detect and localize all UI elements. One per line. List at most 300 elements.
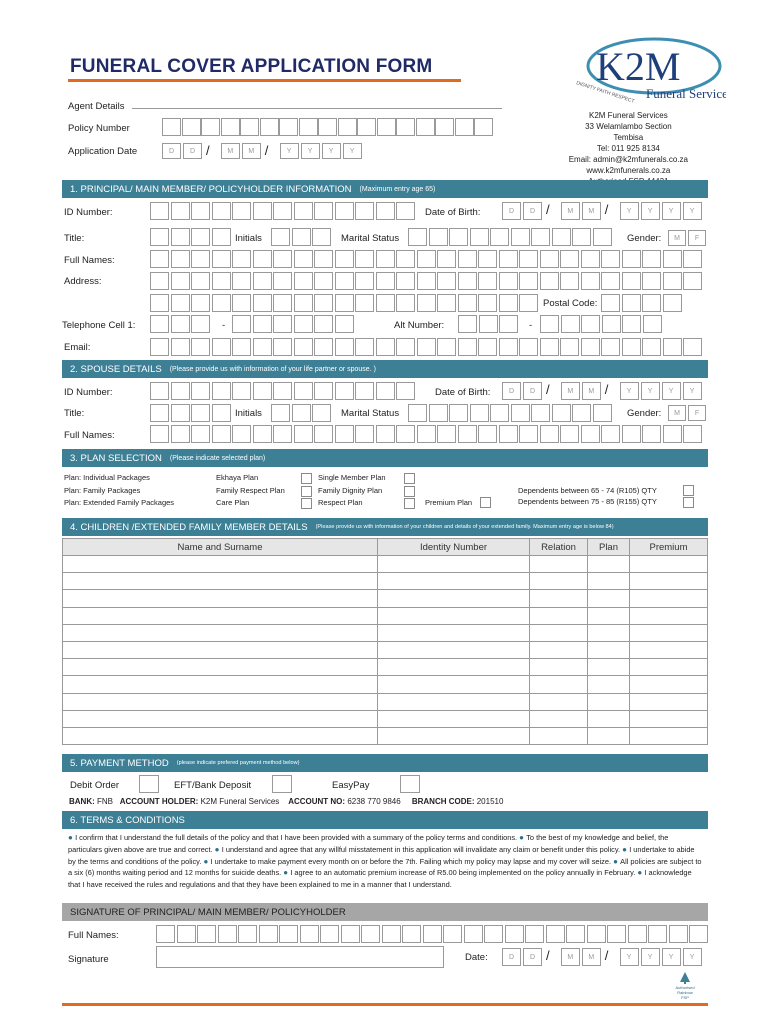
table-cell[interactable] [63,676,378,693]
table-cell[interactable] [63,727,378,744]
address-line2-box[interactable] [376,294,395,312]
address-box[interactable] [232,272,251,290]
title-box[interactable] [212,228,231,246]
address-line2-box[interactable] [396,294,415,312]
table-cell[interactable] [630,710,708,727]
spouse-full-names-box[interactable] [212,425,231,443]
spouse-initials-box[interactable] [312,404,331,422]
spouse-full-names-box[interactable] [335,425,354,443]
sig-date-box[interactable]: D [523,948,542,966]
address-box[interactable] [458,272,477,290]
alt-number-box[interactable] [622,315,641,333]
email-box[interactable] [191,338,210,356]
table-cell[interactable] [588,573,630,590]
postal-code-box[interactable] [622,294,641,312]
address-box[interactable] [314,272,333,290]
plan-option-checkbox[interactable] [301,486,312,497]
address-box[interactable] [150,272,169,290]
address-box[interactable] [601,272,620,290]
table-cell[interactable] [530,659,588,676]
email-box[interactable] [663,338,682,356]
telephone-box[interactable] [253,315,272,333]
policy-number-box[interactable] [396,118,415,136]
table-cell[interactable] [378,659,530,676]
full-names-box[interactable] [232,250,251,268]
full-names-box[interactable] [212,250,231,268]
address-box[interactable] [581,272,600,290]
full-names-box[interactable] [437,250,456,268]
sig-full-names-box[interactable] [402,925,421,943]
sig-full-names-box[interactable] [689,925,708,943]
spouse-full-names-box[interactable] [683,425,702,443]
full-names-box[interactable] [499,250,518,268]
email-box[interactable] [642,338,661,356]
plan-option-checkbox[interactable] [404,473,415,484]
table-cell[interactable] [588,641,630,658]
full-names-box[interactable] [642,250,661,268]
title-box[interactable] [150,228,169,246]
email-box[interactable] [560,338,579,356]
spouse-id-box[interactable] [171,382,190,400]
premium-plan-checkbox[interactable] [480,497,491,508]
policy-number-box[interactable] [435,118,454,136]
address-box[interactable] [171,272,190,290]
alt-number-box[interactable] [602,315,621,333]
dependents-75-checkbox[interactable] [683,497,694,508]
table-cell[interactable] [378,693,530,710]
agent-details-field[interactable] [132,108,502,109]
full-names-box[interactable] [417,250,436,268]
sig-date-box[interactable]: D [502,948,521,966]
address-box[interactable] [335,272,354,290]
address-line2-box[interactable] [171,294,190,312]
table-cell[interactable] [378,573,530,590]
full-names-box[interactable] [478,250,497,268]
table-cell[interactable] [588,590,630,607]
table-cell[interactable] [630,607,708,624]
spouse-marital-box[interactable] [429,404,448,422]
address-line2-box[interactable] [212,294,231,312]
policy-number-box[interactable] [474,118,493,136]
full-names-box[interactable] [683,250,702,268]
id-number-box[interactable] [212,202,231,220]
marital-status-box[interactable] [449,228,468,246]
address-box[interactable] [417,272,436,290]
spouse-full-names-box[interactable] [294,425,313,443]
id-number-box[interactable] [232,202,251,220]
email-box[interactable] [376,338,395,356]
full-names-box[interactable] [294,250,313,268]
spouse-full-names-box[interactable] [376,425,395,443]
telephone-box[interactable] [232,315,251,333]
full-names-box[interactable] [458,250,477,268]
marital-status-box[interactable] [572,228,591,246]
debit-order-checkbox[interactable] [139,775,159,793]
spouse-id-box[interactable] [294,382,313,400]
spouse-full-names-box[interactable] [150,425,169,443]
sig-date-box[interactable]: M [582,948,601,966]
spouse-marital-box[interactable] [449,404,468,422]
spouse-marital-box[interactable] [511,404,530,422]
sig-full-names-box[interactable] [177,925,196,943]
marital-status-box[interactable] [470,228,489,246]
table-cell[interactable] [588,710,630,727]
spouse-full-names-box[interactable] [417,425,436,443]
table-cell[interactable] [588,693,630,710]
table-cell[interactable] [630,693,708,710]
sig-full-names-box[interactable] [361,925,380,943]
spouse-marital-box[interactable] [470,404,489,422]
plan-option-checkbox[interactable] [301,498,312,509]
id-number-box[interactable] [191,202,210,220]
policy-number-box[interactable] [299,118,318,136]
email-box[interactable] [458,338,477,356]
address-box[interactable] [253,272,272,290]
alt-number-box[interactable] [458,315,477,333]
application-date-box[interactable]: Y [301,143,320,159]
address-box[interactable] [622,272,641,290]
id-number-box[interactable] [253,202,272,220]
id-number-box[interactable] [376,202,395,220]
email-box[interactable] [519,338,538,356]
address-line2-box[interactable] [294,294,313,312]
spouse-marital-box[interactable] [552,404,571,422]
spouse-full-names-box[interactable] [663,425,682,443]
sig-full-names-box[interactable] [546,925,565,943]
address-line2-box[interactable] [355,294,374,312]
spouse-full-names-box[interactable] [642,425,661,443]
spouse-title-box[interactable] [150,404,169,422]
email-box[interactable] [581,338,600,356]
policy-number-box[interactable] [357,118,376,136]
table-cell[interactable] [530,710,588,727]
spouse-marital-box[interactable] [593,404,612,422]
table-cell[interactable] [530,624,588,641]
table-cell[interactable] [588,727,630,744]
full-names-box[interactable] [171,250,190,268]
address-box[interactable] [683,272,702,290]
email-box[interactable] [294,338,313,356]
address-box[interactable] [437,272,456,290]
easypay-checkbox[interactable] [400,775,420,793]
address-line2-box[interactable] [417,294,436,312]
marital-status-box[interactable] [511,228,530,246]
spouse-full-names-box[interactable] [253,425,272,443]
spouse-gender-m-box[interactable]: M [668,405,686,421]
gender-f-box[interactable]: F [688,230,706,246]
address-box[interactable] [355,272,374,290]
id-number-box[interactable] [396,202,415,220]
policy-number-box[interactable] [416,118,435,136]
address-line2-box[interactable] [191,294,210,312]
sig-full-names-box[interactable] [423,925,442,943]
spouse-id-box[interactable] [212,382,231,400]
id-number-box[interactable] [335,202,354,220]
table-cell[interactable] [530,676,588,693]
table-cell[interactable] [378,590,530,607]
table-cell[interactable] [630,641,708,658]
sig-date-box[interactable]: Y [620,948,639,966]
spouse-gender-f-box[interactable]: F [688,405,706,421]
address-line2-box[interactable] [458,294,477,312]
spouse-dob-box[interactable]: M [561,382,580,400]
marital-status-box[interactable] [552,228,571,246]
sig-date-box[interactable]: Y [641,948,660,966]
address-box[interactable] [540,272,559,290]
email-box[interactable] [355,338,374,356]
email-box[interactable] [622,338,641,356]
plan-option-checkbox[interactable] [301,473,312,484]
policy-number-box[interactable] [201,118,220,136]
alt-number-box[interactable] [561,315,580,333]
spouse-id-box[interactable] [355,382,374,400]
dob-box[interactable]: Y [620,202,639,220]
address-box[interactable] [663,272,682,290]
full-names-box[interactable] [396,250,415,268]
sig-full-names-box[interactable] [525,925,544,943]
address-box[interactable] [294,272,313,290]
sig-full-names-box[interactable] [443,925,462,943]
telephone-box[interactable] [314,315,333,333]
postal-code-box[interactable] [663,294,682,312]
id-number-box[interactable] [294,202,313,220]
email-box[interactable] [499,338,518,356]
dob-box[interactable]: M [582,202,601,220]
email-box[interactable] [212,338,231,356]
table-cell[interactable] [378,556,530,573]
table-cell[interactable] [63,590,378,607]
spouse-id-box[interactable] [253,382,272,400]
table-cell[interactable] [378,676,530,693]
policy-number-box[interactable] [279,118,298,136]
policy-number-box[interactable] [162,118,181,136]
sig-full-names-box[interactable] [669,925,688,943]
sig-full-names-box[interactable] [464,925,483,943]
postal-code-box[interactable] [601,294,620,312]
table-cell[interactable] [63,641,378,658]
sig-full-names-box[interactable] [218,925,237,943]
spouse-marital-box[interactable] [531,404,550,422]
spouse-dob-box[interactable]: Y [620,382,639,400]
email-box[interactable] [150,338,169,356]
sig-full-names-box[interactable] [156,925,175,943]
table-cell[interactable] [378,607,530,624]
spouse-dob-box[interactable]: Y [683,382,702,400]
sig-full-names-box[interactable] [587,925,606,943]
telephone-box[interactable] [273,315,292,333]
application-date-box[interactable]: M [242,143,261,159]
spouse-full-names-box[interactable] [601,425,620,443]
address-box[interactable] [499,272,518,290]
telephone-box[interactable] [191,315,210,333]
telephone-box[interactable] [150,315,169,333]
full-names-box[interactable] [150,250,169,268]
spouse-full-names-box[interactable] [314,425,333,443]
sig-full-names-box[interactable] [607,925,626,943]
sig-date-box[interactable]: Y [683,948,702,966]
address-line2-box[interactable] [314,294,333,312]
spouse-title-box[interactable] [212,404,231,422]
full-names-box[interactable] [560,250,579,268]
telephone-box[interactable] [171,315,190,333]
spouse-title-box[interactable] [191,404,210,422]
dob-box[interactable]: D [502,202,521,220]
table-cell[interactable] [630,676,708,693]
table-cell[interactable] [378,710,530,727]
address-line2-box[interactable] [519,294,538,312]
spouse-full-names-box[interactable] [581,425,600,443]
spouse-dob-box[interactable]: Y [641,382,660,400]
address-line2-box[interactable] [478,294,497,312]
table-cell[interactable] [630,659,708,676]
table-cell[interactable] [530,573,588,590]
table-cell[interactable] [588,607,630,624]
dob-box[interactable]: Y [683,202,702,220]
spouse-dob-box[interactable]: Y [662,382,681,400]
full-names-box[interactable] [314,250,333,268]
email-box[interactable] [232,338,251,356]
full-names-box[interactable] [376,250,395,268]
initials-box[interactable] [271,228,290,246]
sig-full-names-box[interactable] [279,925,298,943]
address-box[interactable] [642,272,661,290]
email-box[interactable] [273,338,292,356]
spouse-full-names-box[interactable] [191,425,210,443]
address-line2-box[interactable] [499,294,518,312]
eft-checkbox[interactable] [272,775,292,793]
spouse-full-names-box[interactable] [171,425,190,443]
policy-number-box[interactable] [221,118,240,136]
table-cell[interactable] [530,727,588,744]
table-cell[interactable] [530,556,588,573]
full-names-box[interactable] [519,250,538,268]
signature-field[interactable] [156,946,444,968]
table-cell[interactable] [378,727,530,744]
sig-full-names-box[interactable] [566,925,585,943]
spouse-full-names-box[interactable] [519,425,538,443]
application-date-box[interactable]: D [162,143,181,159]
table-cell[interactable] [63,573,378,590]
dob-box[interactable]: M [561,202,580,220]
spouse-dob-box[interactable]: D [502,382,521,400]
marital-status-box[interactable] [408,228,427,246]
spouse-id-box[interactable] [232,382,251,400]
alt-number-box[interactable] [540,315,559,333]
id-number-box[interactable] [150,202,169,220]
address-line2-box[interactable] [437,294,456,312]
spouse-id-box[interactable] [191,382,210,400]
full-names-box[interactable] [355,250,374,268]
policy-number-box[interactable] [338,118,357,136]
full-names-box[interactable] [253,250,272,268]
dependents-65-checkbox[interactable] [683,485,694,496]
email-box[interactable] [396,338,415,356]
address-line2-box[interactable] [232,294,251,312]
table-cell[interactable] [63,624,378,641]
spouse-full-names-box[interactable] [560,425,579,443]
address-box[interactable] [376,272,395,290]
address-box[interactable] [478,272,497,290]
sig-full-names-box[interactable] [238,925,257,943]
spouse-marital-box[interactable] [408,404,427,422]
sig-full-names-box[interactable] [648,925,667,943]
table-cell[interactable] [63,607,378,624]
spouse-full-names-box[interactable] [396,425,415,443]
application-date-box[interactable]: Y [322,143,341,159]
application-date-box[interactable]: Y [343,143,362,159]
full-names-box[interactable] [622,250,641,268]
postal-code-box[interactable] [642,294,661,312]
policy-number-box[interactable] [455,118,474,136]
table-cell[interactable] [378,624,530,641]
initials-box[interactable] [292,228,311,246]
spouse-initials-box[interactable] [271,404,290,422]
spouse-full-names-box[interactable] [499,425,518,443]
email-box[interactable] [417,338,436,356]
sig-full-names-box[interactable] [320,925,339,943]
alt-number-box[interactable] [643,315,662,333]
spouse-marital-box[interactable] [572,404,591,422]
policy-number-box[interactable] [260,118,279,136]
table-cell[interactable] [63,710,378,727]
address-box[interactable] [396,272,415,290]
spouse-full-names-box[interactable] [540,425,559,443]
spouse-full-names-box[interactable] [437,425,456,443]
title-box[interactable] [171,228,190,246]
address-box[interactable] [212,272,231,290]
sig-date-box[interactable]: Y [662,948,681,966]
sig-full-names-box[interactable] [505,925,524,943]
alt-number-box[interactable] [581,315,600,333]
plan-option-checkbox[interactable] [404,486,415,497]
sig-full-names-box[interactable] [628,925,647,943]
spouse-dob-box[interactable]: M [582,382,601,400]
address-line2-box[interactable] [273,294,292,312]
application-date-box[interactable]: M [221,143,240,159]
spouse-dob-box[interactable]: D [523,382,542,400]
spouse-id-box[interactable] [335,382,354,400]
spouse-id-box[interactable] [396,382,415,400]
table-cell[interactable] [630,590,708,607]
id-number-box[interactable] [314,202,333,220]
table-cell[interactable] [588,556,630,573]
email-box[interactable] [335,338,354,356]
marital-status-box[interactable] [490,228,509,246]
table-cell[interactable] [530,693,588,710]
email-box[interactable] [683,338,702,356]
full-names-box[interactable] [601,250,620,268]
address-line2-box[interactable] [253,294,272,312]
spouse-id-box[interactable] [150,382,169,400]
email-box[interactable] [478,338,497,356]
initials-box[interactable] [312,228,331,246]
sig-full-names-box[interactable] [259,925,278,943]
table-cell[interactable] [530,590,588,607]
address-box[interactable] [519,272,538,290]
spouse-full-names-box[interactable] [458,425,477,443]
sig-date-box[interactable]: M [561,948,580,966]
address-box[interactable] [273,272,292,290]
sig-full-names-box[interactable] [300,925,319,943]
alt-number-box[interactable] [479,315,498,333]
address-box[interactable] [560,272,579,290]
table-cell[interactable] [588,624,630,641]
table-cell[interactable] [588,659,630,676]
table-cell[interactable] [63,693,378,710]
dob-box[interactable]: Y [641,202,660,220]
table-cell[interactable] [630,556,708,573]
address-line2-box[interactable] [150,294,169,312]
